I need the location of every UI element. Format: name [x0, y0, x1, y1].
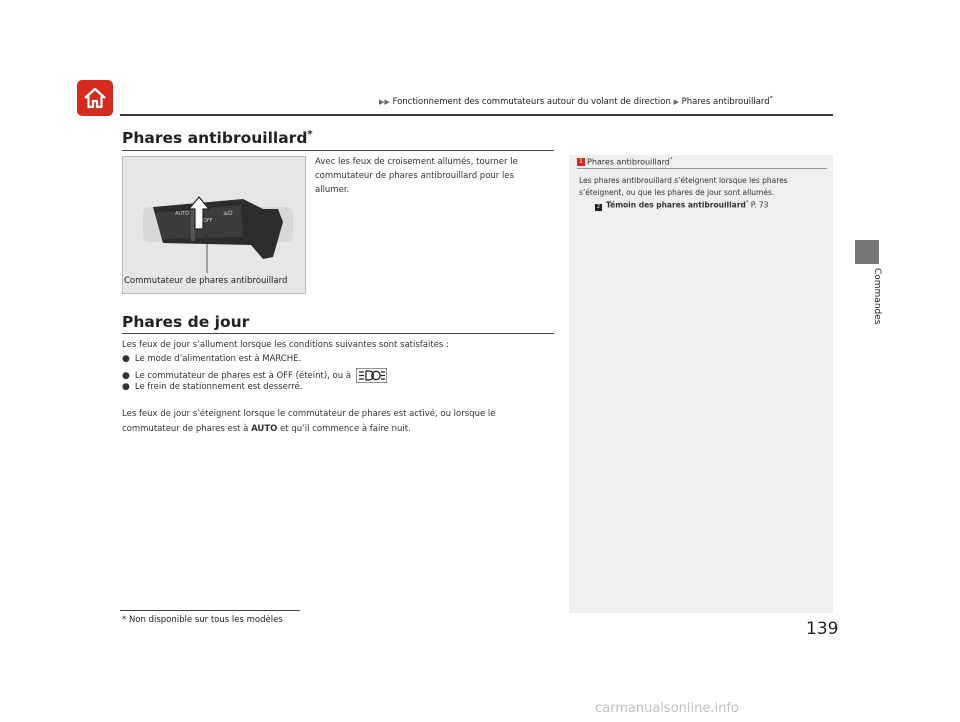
list-item [122, 368, 387, 383]
note-icon: 1 [577, 158, 585, 166]
chapter-tab-label[interactable]: Commandes [872, 268, 882, 325]
list-item-text: Le frein de stationnement est desserré. [134, 382, 303, 392]
section-rule [122, 333, 554, 334]
fog-lights-intro: Avec les feux de croisement allumés, tourner le commutateur de phares antibrouillard pour les allumer. [315, 157, 518, 195]
reference-page: P. 73 [750, 200, 769, 210]
daytime-lead: Les feux de jour s’allument lorsque les conditions suivantes sont satisfaites : [122, 340, 449, 350]
header-rule [120, 114, 833, 116]
side-note-heading [577, 157, 672, 167]
list-item [122, 382, 302, 392]
breadcrumb [379, 95, 773, 107]
breadcrumb-link-controls[interactable]: Fonctionnement des commutateurs autour du volant de direction [392, 96, 671, 107]
svg-text:OFF: OFF [203, 218, 213, 224]
footnote: * Non disponible sur tous les modèles [122, 615, 283, 625]
list-item-text: Le mode d’alimentation est à MARCHE. [134, 354, 302, 364]
fog-switch-illustration [122, 156, 306, 294]
section-title-text: Phares antibrouillard [122, 129, 308, 148]
list-item [122, 354, 301, 364]
bullet-icon: ● [122, 354, 130, 364]
side-note-heading-mark: * [669, 157, 673, 163]
section-title-daytime-lights: Phares de jour [122, 313, 250, 331]
para-text: commutateur de phares est à [122, 424, 252, 434]
breadcrumb-asterisk: * [769, 95, 773, 102]
footnote-rule [120, 610, 300, 611]
section-title-fog-lights [122, 129, 313, 147]
reference-arrow-icon: 2 [596, 203, 601, 210]
illustration-caption: Commutateur de phares antibrouillard [124, 276, 288, 286]
home-icon [82, 85, 108, 111]
side-note-rule [577, 168, 827, 169]
page-number: 139 [806, 619, 839, 639]
svg-text:AUTO: AUTO [175, 211, 190, 217]
cross-reference-link[interactable]: 2 Témoin des phares antibrouillard* P. 73 [596, 200, 769, 210]
side-note-line2: s’éteignent, ou que les phares de jour sont allumés. [579, 188, 775, 197]
side-note-heading-text: Phares antibrouillard [587, 157, 670, 167]
breadcrumb-current: Phares antibrouillard [681, 96, 770, 107]
para-text: et qu’il commence à faire nuit. [277, 424, 411, 434]
svg-text:≡D: ≡D [223, 210, 233, 217]
side-note-line1: Les phares antibrouillard s’éteignent lorsque les phares [579, 176, 788, 185]
section-title-mark: * [307, 129, 313, 140]
para-bold-auto: AUTO [251, 424, 278, 434]
bullet-icon: ● [122, 371, 130, 381]
daytime-para-line2 [122, 424, 411, 434]
reference-title: Témoin des phares antibrouillard [606, 200, 746, 210]
breadcrumb-arrow-icon: ▶▶ [379, 97, 390, 106]
section-rule [122, 150, 554, 151]
daytime-light-symbol-icon [356, 368, 387, 383]
breadcrumb-arrow-icon: ▶ [673, 97, 679, 106]
bullet-icon: ● [122, 382, 130, 392]
list-item-text: Le commutateur de phares est à OFF (éteint), ou à [134, 371, 352, 381]
daytime-para-line1: Les feux de jour s’éteignent lorsque le commutateur de phares est activé, ou lorsque le [122, 409, 496, 419]
home-button[interactable] [77, 80, 113, 116]
chapter-tab-marker[interactable] [855, 240, 879, 264]
side-note-panel [569, 155, 833, 613]
watermark: carmanualsonline.info [595, 701, 739, 716]
